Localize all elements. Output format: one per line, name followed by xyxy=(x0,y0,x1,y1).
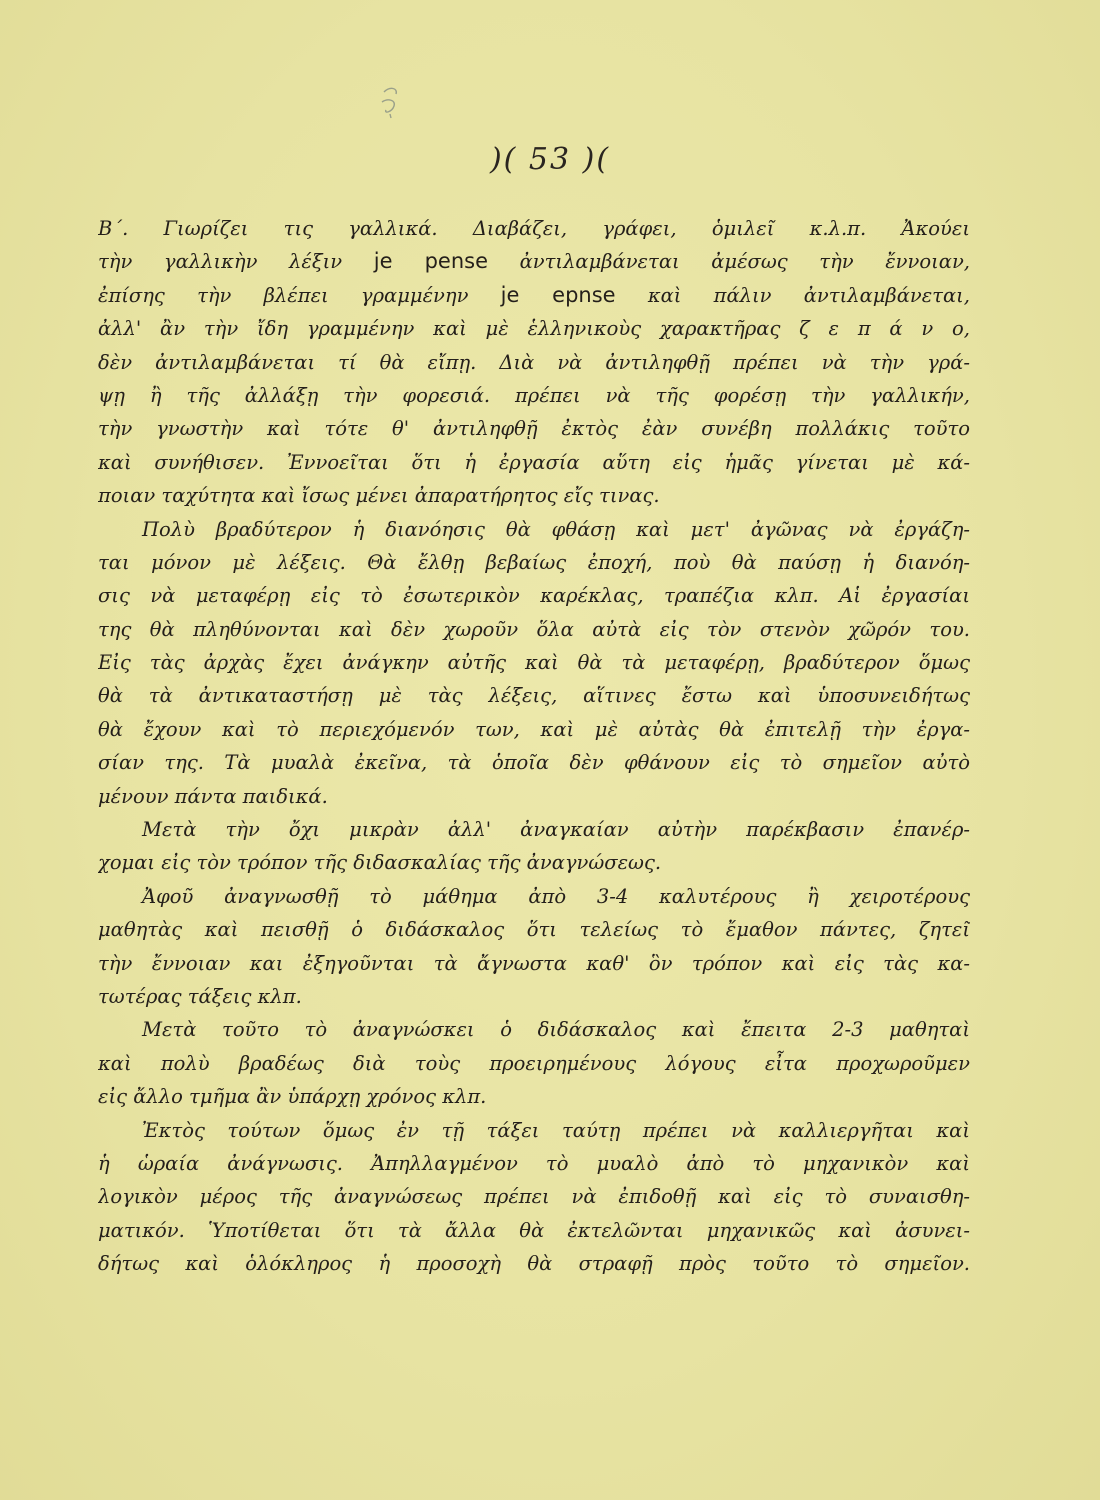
text-line xyxy=(98,1247,970,1280)
line-text: Ἐκτὸς τούτων ὅμως ἐν τῇ τάξει ταύτῃ πρέπει νὰ καλλιεργῆται καὶ xyxy=(142,1118,970,1142)
line-text: ποιαν ταχύτητα καὶ ἴσως μένει ἀπαρατήρητος εἴς τινας. xyxy=(98,484,660,508)
text-line xyxy=(98,279,970,312)
text-line xyxy=(98,1114,970,1147)
text-line xyxy=(98,713,970,746)
line-text-tail: ἀντιλαμβάνεται ἀμέσως τὴν ἔννοιαν, xyxy=(519,250,970,274)
text-line xyxy=(98,1147,970,1180)
pencil-mark-icon xyxy=(376,84,406,126)
body-text xyxy=(98,212,970,1281)
text-line xyxy=(98,947,970,980)
line-text: ἐπίσης τὴν βλέπει γραμμένην xyxy=(98,283,469,307)
text-line xyxy=(98,446,970,479)
text-line xyxy=(98,1180,970,1213)
paragraph xyxy=(98,1013,970,1113)
paragraph xyxy=(98,1114,970,1281)
line-text: ἀλλ' ἂν τὴν ἴδη γραμμένην καὶ μὲ ἑλληνικοὺς χαρακτῆρας ζ ε π ά ν ο, xyxy=(98,317,970,341)
line-text: Ἀφοῦ ἀναγνωσθῇ τὸ μάθημα ἀπὸ 3-4 καλυτέρους ἢ χειροτέρους xyxy=(142,884,970,908)
line-text: θὰ ἔχουν καὶ τὸ περιεχόμενόν των, καὶ μὲ αὐτὰς θὰ ἐπιτελῇ τὴν ἐργα- xyxy=(98,717,970,741)
text-line xyxy=(98,312,970,345)
paragraph xyxy=(98,212,970,513)
line-text: μαθητὰς καὶ πεισθῇ ὁ διδάσκαλος ὅτι τελείως τὸ ἔμαθον πάντες, ζητεῖ xyxy=(98,918,970,942)
line-text-tail: καὶ πάλιν ἀντιλαμβάνεται, xyxy=(647,283,970,307)
text-line xyxy=(98,245,970,278)
text-line xyxy=(98,513,970,546)
paragraph xyxy=(98,513,970,814)
text-line xyxy=(98,880,970,913)
line-text: λογικὸν μέρος τῆς ἀναγνώσεως πρέπει νὰ ἐπιδοθῇ καὶ εἰς τὸ συναισθη- xyxy=(98,1185,970,1209)
text-line xyxy=(98,1047,970,1080)
text-line xyxy=(98,813,970,846)
text-line xyxy=(98,546,970,579)
line-text: ματικόν. Ὑποτίθεται ὅτι τὰ ἄλλα θὰ ἐκτελῶνται μηχανικῶς καὶ ἀσυνει- xyxy=(98,1218,970,1242)
page-number: )( 53 )( xyxy=(489,142,611,177)
text-line xyxy=(98,1013,970,1046)
text-line xyxy=(98,746,970,779)
line-text: σίαν της. Τὰ μυαλὰ ἐκεῖνα, τὰ ὁποῖα δὲν φθάνουν εἰς τὸ σημεῖον αὐτὸ xyxy=(98,751,970,775)
line-text: μένουν πάντα παιδικά. xyxy=(98,784,328,808)
text-line xyxy=(98,980,970,1013)
line-text: ται μόνον μὲ λέξεις. Θὰ ἔλθῃ βεβαίως ἐποχή, ποὺ θὰ παύσῃ ἡ διανόη- xyxy=(98,550,970,574)
line-text: ἡ ὡραία ἀνάγνωσις. Ἀπηλλαγμένον τὸ μυαλὸ ἀπὸ τὸ μηχανικὸν καὶ xyxy=(98,1151,970,1175)
line-text: Β΄. Γιωρίζει τις γαλλικά. Διαβάζει, γράφει, ὁμιλεῖ κ.λ.π. Ἀκούει xyxy=(98,217,970,240)
text-line xyxy=(98,846,970,879)
text-line xyxy=(98,679,970,712)
text-line xyxy=(98,379,970,412)
line-text: τὴν ἔννοιαν και ἐξηγοῦνται τὰ ἄγνωστα καθ' ὃν τρόπον καὶ εἰς τὰς κα- xyxy=(98,951,970,975)
text-line xyxy=(98,346,970,379)
text-line xyxy=(98,1080,970,1113)
line-text: Πολὺ βραδύτερον ἡ διανόησις θὰ φθάσῃ καὶ μετ' ἀγῶνας νὰ ἐργάζη- xyxy=(142,517,970,541)
paragraph xyxy=(98,813,970,880)
line-text: Μετὰ τὴν ὄχι μικρὰν ἀλλ' ἀναγκαίαν αὐτὴν παρέκβασιν ἐπανέρ- xyxy=(142,818,970,842)
line-text: ψῃ ἢ τῆς ἀλλάξῃ τὴν φορεσιά. πρέπει νὰ τῆς φορέσῃ τὴν γαλλικήν, xyxy=(98,383,970,407)
line-text: Μετὰ τοῦτο τὸ ἀναγνώσκει ὁ διδάσκαλος καὶ ἔπειτα 2-3 μαθηταὶ xyxy=(142,1018,970,1042)
line-text: τωτέρας τάξεις κλπ. xyxy=(98,984,302,1008)
line-text: καὶ συνήθισεν. Ἐννοεῖται ὅτι ἡ ἐργασία αὕτη εἰς ἡμᾶς γίνεται μὲ κά- xyxy=(98,450,970,474)
line-text: χομαι εἰς τὸν τρόπον τῆς διδασκαλίας τῆς ἀναγνώσεως. xyxy=(98,851,662,875)
text-line xyxy=(98,412,970,445)
text-line xyxy=(98,780,970,813)
text-line xyxy=(98,212,970,245)
text-line xyxy=(98,579,970,612)
line-text: εἰς ἄλλο τμῆμα ἂν ὑπάρχῃ χρόνος κλπ. xyxy=(98,1085,487,1109)
line-text: δὲν ἀντιλαμβάνεται τί θὰ εἴπῃ. Διὰ νὰ ἀντιληφθῇ πρέπει νὰ τὴν γρά- xyxy=(98,350,970,374)
text-line xyxy=(98,613,970,646)
line-text: της θὰ πληθύνονται καὶ δὲν χωροῦν ὅλα αὐτὰ εἰς τὸν στενὸν χῶρόν του. xyxy=(98,617,970,641)
text-line xyxy=(98,913,970,946)
line-text: τὴν γαλλικὴν λέξιν xyxy=(98,250,343,274)
text-line xyxy=(98,1214,970,1247)
line-text: δήτως καὶ ὁλόκληρος ἡ προσοχὴ θὰ στραφῇ πρὸς τοῦτο τὸ σημεῖον. xyxy=(98,1252,970,1276)
text-line xyxy=(98,646,970,679)
paragraph xyxy=(98,880,970,1014)
line-text: καὶ πολὺ βραδέως διὰ τοὺς προειρημένους λόγους εἶτα προχωροῦμεν xyxy=(98,1051,970,1075)
line-text: σις νὰ μεταφέρῃ εἰς τὸ ἐσωτερικὸν καρέκλας, τραπέζια κλπ. Αἱ ἐργασίαι xyxy=(98,584,970,608)
line-text: Εἰς τὰς ἀρχὰς ἔχει ἀνάγκην αὐτῆς καὶ θὰ τὰ μεταφέρῃ, βραδύτερον ὅμως xyxy=(98,651,970,675)
latin-phrase: je pense xyxy=(373,249,488,274)
line-text: τὴν γνωστὴν καὶ τότε θ' ἀντιληφθῇ ἐκτὸς ἐὰν συνέβη πολλάκις τοῦτο xyxy=(98,417,970,441)
text-line xyxy=(98,479,970,512)
line-text: θὰ τὰ ἀντικαταστήσῃ μὲ τὰς λέξεις, αἵτινες ἔστω καὶ ὑποσυνειδήτως xyxy=(98,684,970,708)
latin-phrase: je epnse xyxy=(500,282,616,307)
